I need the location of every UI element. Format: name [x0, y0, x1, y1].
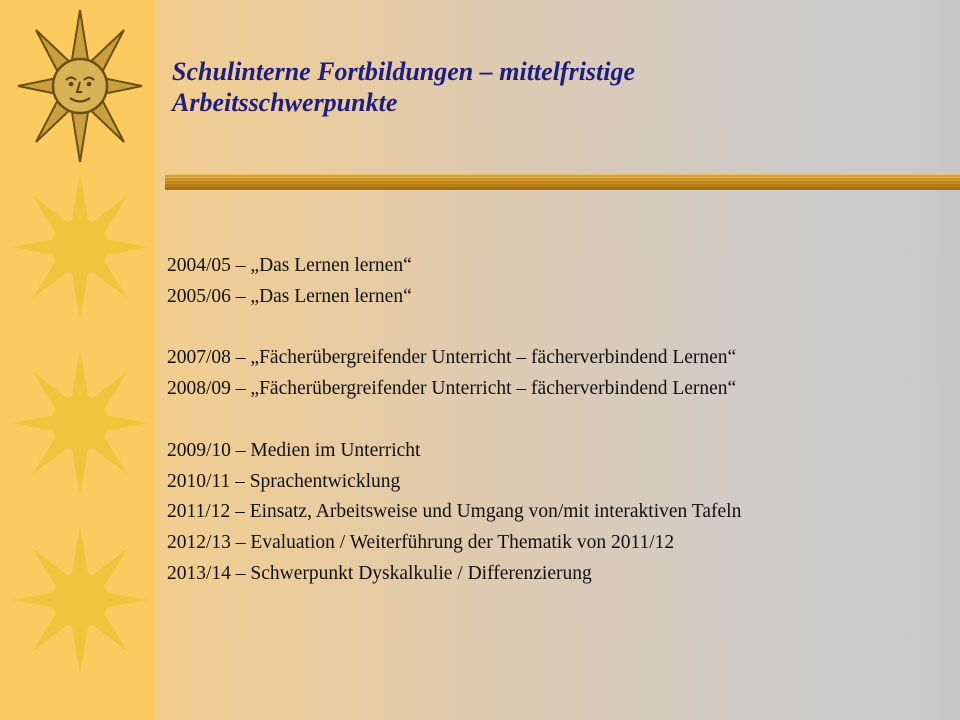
- title-underline-rule: [165, 172, 960, 192]
- list-item: 2008/09 – „Fächerübergreifender Unterricht – fächerverbindend Lernen“: [167, 378, 737, 400]
- sun-icon: [10, 525, 150, 675]
- list-item: 2007/08 – „Fächerübergreifender Unterricht – fächerverbindend Lernen“: [167, 347, 737, 369]
- list-item: 2011/12 – Einsatz, Arbeitsweise und Umgang von/mit interaktiven Tafeln: [167, 501, 742, 523]
- sun-icon: [10, 172, 150, 322]
- list-spacer: [167, 405, 947, 436]
- training-list: [167, 251, 947, 590]
- list-item: 2012/13 – Evaluation / Weiterführung der Thematik von 2011/12: [167, 532, 675, 554]
- list-item: 2004/05 – „Das Lernen lernen“: [167, 255, 412, 276]
- list-item: 2005/06 – „Das Lernen lernen“: [167, 285, 412, 307]
- title-line-2: Arbeitsschwerpunkte: [172, 88, 398, 117]
- sun-icon: [10, 348, 150, 498]
- page-title: [172, 56, 932, 118]
- list-item: 2010/11 – Sprachentwicklung: [167, 470, 401, 492]
- list-item: 2013/14 – Schwerpunkt Dyskalkulie / Differenzierung: [167, 562, 592, 584]
- title-line-1: Schulinterne Fortbildungen – mittelfristige: [172, 57, 636, 86]
- list-spacer: [167, 313, 947, 344]
- list-item: 2009/10 – Medien im Unterricht: [167, 439, 421, 461]
- sun-face-icon: [15, 8, 145, 163]
